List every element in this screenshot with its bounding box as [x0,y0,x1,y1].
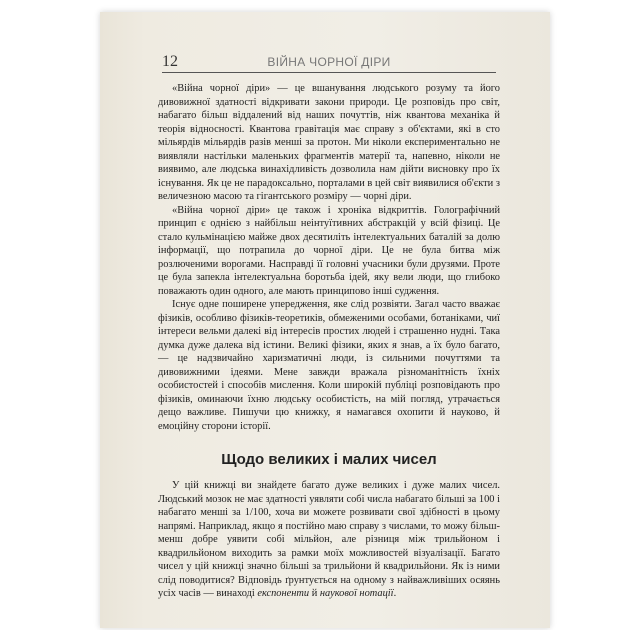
page-body [158,82,500,601]
paragraph-3: Існує одне поширене упередження, яке слід розвіяти. Загал часто вважає фізиків, особливо фізиків-теоретиків, обмеженими особами, ботаніками, чиї інтереси вельми далекі від інтересів простих людей і страшенно нудні. Така думка дуже далека від істини. Великі фізики, яких я знав, а їх було багато, — це надзвичайно харизматичні люди, із сильними почуттями та дивовижними ідеями. Мене завжди вражала різноманітність їхніх особистостей і способів мислення. Коли широкій публіці розповідають про фізиків, оминаючи їхню людську особистість, на мій погляд, утрачається дещо важливе. Пишучи цю книжку, я намагався охопити й науково, й емоційну сторони історії. [158,299,500,432]
book-page [100,12,550,628]
section-paragraph-main: У цій книжці ви знайдете багато дуже великих і дуже малих чисел. Людський мозок не має здатності уявляти собі числа набагато більші за 100 і набагато менші за 1/100, хоча ви можете розвивати свої здібності в цьому напрямі. Наприклад, якщо я постійно маю справу з числами, то можу більш-менш добре уявити собі мільйон, але різниця між трильйоном і квадрильйоном виходить за рамки моїх можливостей візуалізації. Багато чисел у цій книжці значно більші за трильйони й квадрильйони. Як із ними слід поводитися? Відповідь ґрунтується на одному з найважливіших осяянь усіх часів — винаході [158,480,500,599]
paragraph-1: «Війна чорної діри» — це вшанування людського розуму та його дивовижної здатності відкривати закони природи. Це розповідь про світ, набагато більш віддалений від наших почуттів, ніж квантова механіка й теорія відносності. Квантова гравітація має справу з об'єктами, які в сто мільярдів мільярдів разів менші за протон. Ми ніколи експериментально не виявляли настільки маленьких фрагментів матерії та, напевно, ніколи не виявимо, але людська винахідливість дозволила нам дійти висновку про їх існування. Як це не парадоксально, порталами в цей світ виявилися об'єкти з величезною масою та гігантського розміру — чорні діри. [158,83,500,202]
section-heading: Щодо великих і малих чисел [221,451,437,468]
section-connector: й [309,588,320,599]
page-number: 12 [162,53,178,70]
running-title: ВІЙНА ЧОРНОЇ ДІРИ [267,55,391,69]
emphasis-exponent: експоненти [257,588,310,599]
emphasis-scientific-notation: наукової нотації [319,588,394,599]
page-header [162,52,496,73]
section-paragraph [158,479,500,601]
section-ending: . [393,588,397,599]
paragraph-2: «Війна чорної діри» це також і хроніка відкриттів. Голографічний принцип є однією з найбільш неінтуїтивних абстракцій у всій фізиці. Це стало кульмінацією майже двох десятиліть інтелектуальних баталій за долю інформації, що потрапила до чорної діри. Це не була битва між розлюченими ворогами. Насправді її головні учасники були друзями. Проте це була запекла інтелектуальна боротьба ідей, яку вели люди, що глибоко поважають один одного, але мають принципово інші судження. [158,204,500,297]
